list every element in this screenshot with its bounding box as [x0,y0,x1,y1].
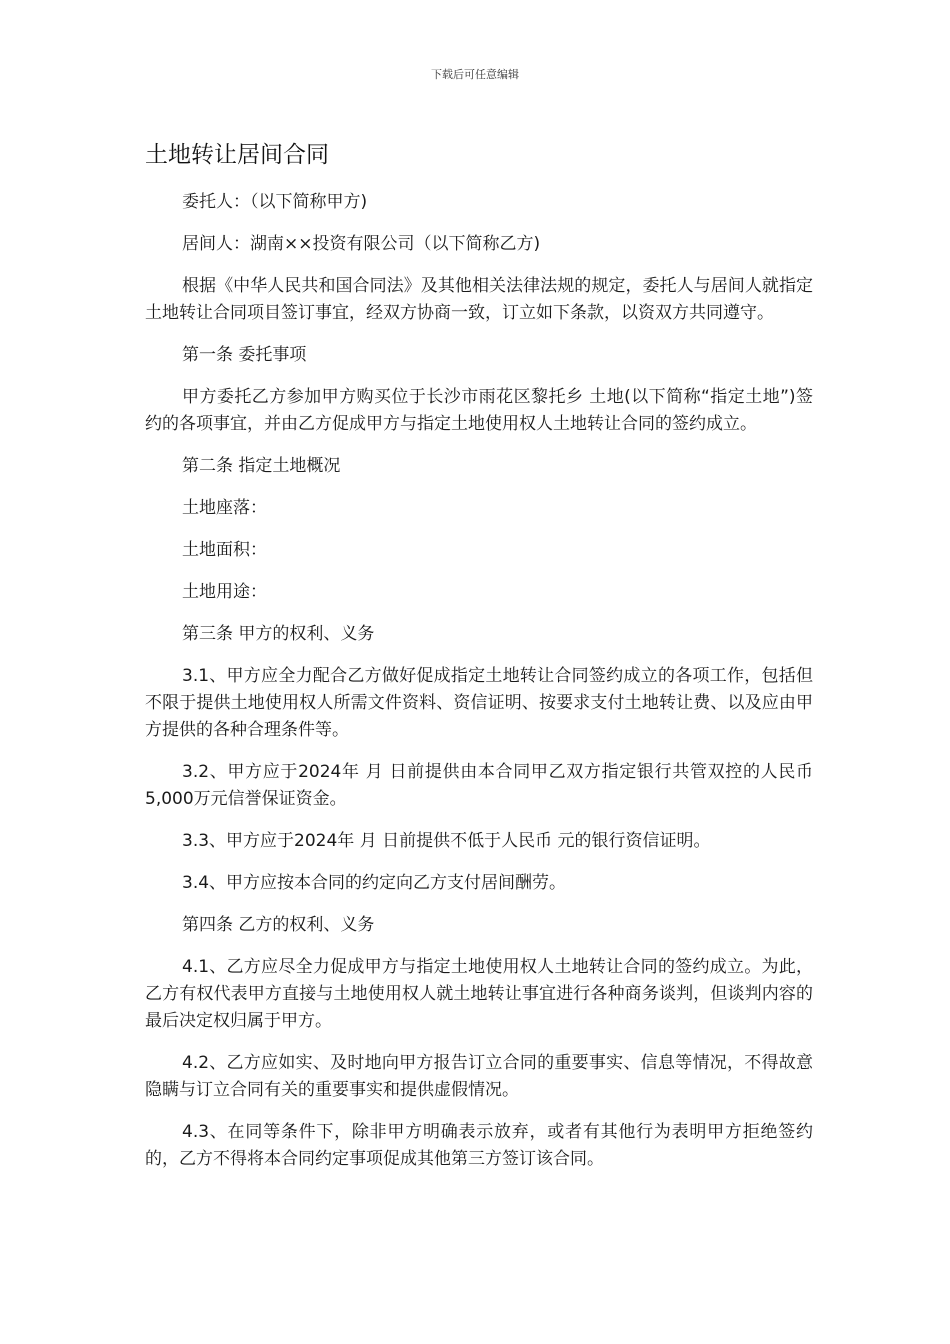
clause-3-1: 3.1、甲方应全力配合乙方做好促成指定土地转让合同签约成立的各项工作，包括但不限于提供土地使用权人所需文件资料、资信证明、按要求支付土地转让费、以及应由甲方提供的各种合理条件等。 [145,666,813,740]
party-client: 委托人：（以下简称甲方) [182,192,368,212]
clause-4-1: 4.1、乙方应尽全力促成甲方与指定土地使用权人土地转让合同的签约成立。为此，乙方有权代表甲方直接与土地使用权人就土地转让事宜进行各种商务谈判，但谈判内容的最后决定权归属于甲方。 [145,957,813,1031]
document-body [145,189,813,1188]
clause-4-3: 4.3、在同等条件下，除非甲方明确表示放弃，或者有其他行为表明甲方拒绝签约的，乙方不得将本合同约定事项促成其他第三方签订该合同。 [145,1122,813,1169]
party-broker: 居间人：湖南××投资有限公司（以下简称乙方) [182,234,541,254]
document-title: 土地转让居间合同 [145,142,329,168]
land-use: 土地用途： [182,582,267,602]
clause-3-4: 3.4、甲方应按本合同的约定向乙方支付居间酬劳。 [182,873,567,893]
article-heading: 第三条 甲方的权利、义务 [182,624,375,644]
land-location: 土地座落： [182,498,267,518]
clause-4-2: 4.2、乙方应如实、及时地向甲方报告订立合同的重要事实、信息等情况，不得故意隐瞒与订立合同有关的重要事实和提供虚假情况。 [145,1053,813,1100]
preamble: 根据《中华人民共和国合同法》及其他相关法律法规的规定，委托人与居间人就指定土地转让合同项目签订事宜，经双方协商一致，订立如下条款，以资双方共同遵守。 [145,276,813,323]
header-note: 下载后可任意编辑 [431,68,519,81]
land-area: 土地面积： [182,540,267,560]
article-heading: 第二条 指定土地概况 [182,456,341,476]
clause-3-3: 3.3、甲方应于2024年 月 日前提供不低于人民币 元的银行资信证明。 [182,831,711,851]
article-heading: 第四条 乙方的权利、义务 [182,915,375,935]
article-1-body: 甲方委托乙方参加甲方购买位于长沙市雨花区黎托乡 土地(以下简称“指定土地”)签约的各项事宜，并由乙方促成甲方与指定土地使用权人土地转让合同的签约成立。 [145,387,813,434]
clause-3-2: 3.2、甲方应于2024年 月 日前提供由本合同甲乙双方指定银行共管双控的人民币5,000万元信誉保证资金。 [145,762,813,809]
article-heading: 第一条 委托事项 [182,345,307,365]
